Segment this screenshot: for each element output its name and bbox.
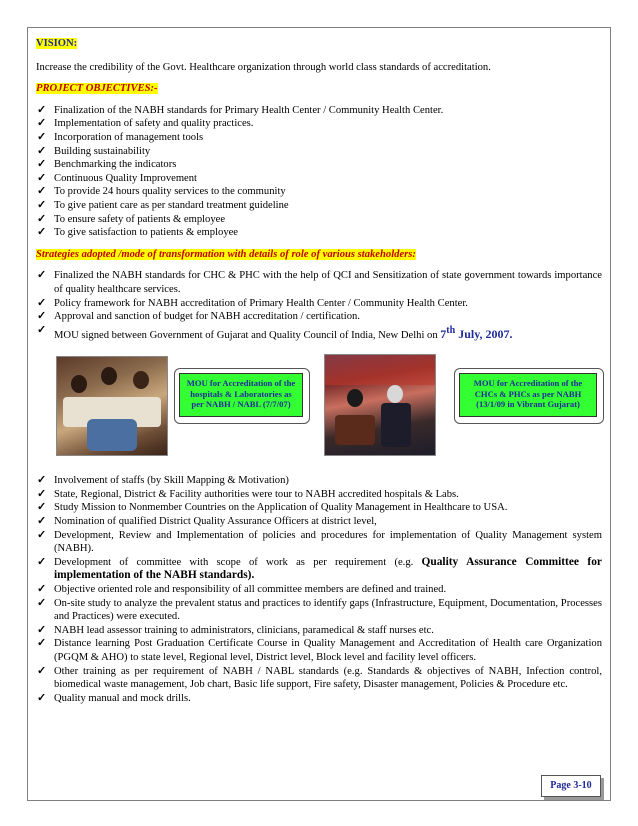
list-item-text: Study Mission to Nonmember Countries on the Application of Quality Management in Healthcare to USA. xyxy=(54,502,508,514)
mou-callout-2 xyxy=(454,368,604,424)
list-item-text: Benchmarking the indicators xyxy=(54,159,177,171)
list-item xyxy=(36,665,602,692)
list-item-text: Quality manual and mock drills. xyxy=(54,692,191,704)
list-item-text: Building sustainability xyxy=(54,145,151,157)
list-item-text: Approval and sanction of budget for NABH accreditation / certification. xyxy=(54,311,360,323)
checkmark-icon: ✓ xyxy=(37,623,47,636)
list-item-text: To provide 24 hours quality services to the community xyxy=(54,186,286,198)
list-item xyxy=(36,185,602,199)
checkmark-icon: ✓ xyxy=(37,583,47,596)
checkmark-icon: ✓ xyxy=(37,171,47,184)
photo-strip xyxy=(36,354,602,464)
list-item xyxy=(36,501,602,515)
mou-callout-1 xyxy=(174,368,310,424)
checkmark-icon: ✓ xyxy=(37,158,47,171)
list-item xyxy=(36,583,602,597)
list-item xyxy=(36,158,602,172)
list-item xyxy=(36,104,602,118)
checkmark-icon: ✓ xyxy=(37,198,47,211)
list-item xyxy=(36,131,602,145)
list-item-text: Finalized the NABH standards for CHC & PHC with the help of QCI and Sensitization of state government towards importance of quality healthcare services. xyxy=(54,270,602,295)
checkmark-icon: ✓ xyxy=(37,691,47,704)
list-item xyxy=(36,488,602,502)
list-item-text: To give satisfaction to patients & employee xyxy=(54,227,239,239)
list-item xyxy=(36,213,602,227)
list-item-text: Distance learning Post Graduation Certificate Course in Quality Management and Accreditation of Health care Organization (PGQM & AHO) to state level, Regional level, District level, Block level and facility level officers. xyxy=(54,638,602,663)
mou-signing-photo xyxy=(56,356,168,456)
activities-list-b xyxy=(36,583,602,705)
checkmark-icon: ✓ xyxy=(37,296,47,309)
vibrant-gujarat-photo xyxy=(324,354,436,456)
list-item xyxy=(36,297,602,311)
list-item xyxy=(36,597,602,624)
list-item-text: To give patient care as per standard treatment guideline xyxy=(54,199,289,211)
checkmark-icon: ✓ xyxy=(37,501,47,514)
list-item xyxy=(36,145,602,159)
list-item: ✓ Development of committee with scope of work as per requirement (e.g. Quality Assurance Committee for implementation of the NABH standards). xyxy=(37,555,602,582)
checkmark-icon: ✓ xyxy=(37,555,47,568)
list-item-text: Finalization of the NABH standards for Primary Health Center / Community Health Center. xyxy=(54,104,444,116)
mou-list xyxy=(36,324,602,343)
list-item-text: State, Regional, District & Facility authorities were tour to NABH accredited hospitals & Labs. xyxy=(54,488,459,500)
page-number: Page 3-10 xyxy=(541,775,601,797)
checkmark-icon: ✓ xyxy=(37,664,47,677)
list-item-text: Nomination of qualified District Quality Assurance Officers at district level, xyxy=(54,516,377,528)
list-item xyxy=(36,199,602,213)
checkmark-icon: ✓ xyxy=(37,528,47,541)
checkmark-icon: ✓ xyxy=(37,596,47,609)
list-item-text: Involvement of staffs (by Skill Mapping & Motivation) xyxy=(54,475,289,487)
list-item-text: Development, Review and Implementation of policies and procedures for implementation of Quality Management system (NABH). xyxy=(54,529,602,555)
checkmark-icon: ✓ xyxy=(37,310,47,323)
objectives-heading: PROJECT OBJECTIVES:- xyxy=(36,83,158,95)
checkmark-icon: ✓ xyxy=(37,515,47,528)
list-item xyxy=(36,117,602,131)
list-item-text: Objective oriented role and responsibility of all committee members are defined and trained. xyxy=(54,584,447,596)
list-item xyxy=(36,226,602,240)
checkmark-icon: ✓ xyxy=(37,117,47,130)
list-item xyxy=(36,474,602,488)
vision-text: Increase the credibility of the Govt. Healthcare organization through world class standards of accreditation. xyxy=(36,61,491,73)
checkmark-icon: ✓ xyxy=(37,269,47,282)
list-item-text: To ensure safety of patients & employee xyxy=(54,213,226,225)
list-item xyxy=(36,515,602,529)
checkmark-icon: ✓ xyxy=(37,474,47,487)
list-item-text: Implementation of safety and quality practices. xyxy=(54,118,254,130)
objectives-list xyxy=(36,104,602,240)
checkmark-icon: ✓ xyxy=(37,185,47,198)
list-item-text: Incorporation of management tools xyxy=(54,131,204,143)
list-item-text: Other training as per requirement of NABH / NABL standards (e.g. Standards & objectives of NABH, Infection control, biomedical waste management, Job chart, Basic life support, Fire safety, Disaster management, Policies & Procedure etc. xyxy=(54,665,602,691)
mou-box-hospitals: MOU for Accreditation of the hospitals & Laboratories as per NABH / NABL (7/7/07) xyxy=(179,373,303,417)
checkmark-icon: ✓ xyxy=(37,637,47,650)
committee-list xyxy=(36,556,602,583)
list-item xyxy=(36,172,602,186)
document-body xyxy=(36,37,602,705)
checkmark-icon: ✓ xyxy=(37,212,47,225)
strategies-list xyxy=(36,269,602,323)
list-item xyxy=(36,269,602,296)
list-item xyxy=(36,637,602,664)
strategies-heading: Strategies adopted /mode of transformation with details of role of various stakeholders: xyxy=(36,248,416,260)
checkmark-icon: ✓ xyxy=(37,487,47,500)
list-item-text: NABH lead assessor training to administrators, clinicians, paramedical & staff nurses etc. xyxy=(54,624,434,636)
checkmark-icon: ✓ xyxy=(37,144,47,157)
list-item xyxy=(36,624,602,638)
checkmark-icon: ✓ xyxy=(37,103,47,116)
checkmark-icon: ✓ xyxy=(37,130,47,143)
list-item-text: Continuous Quality Improvement xyxy=(54,172,198,184)
checkmark-icon: ✓ xyxy=(37,323,47,336)
list-item xyxy=(36,529,602,556)
mou-box-chcs: MOU for Accreditation of the CHCs & PHCs as per NABH (13/1/09 in Vibrant Gujarat) xyxy=(459,373,597,417)
checkmark-icon: ✓ xyxy=(37,226,47,239)
list-item-text: Policy framework for NABH accreditation of Primary Health Center / Community Health Center. xyxy=(54,297,468,309)
vision-heading: VISION: xyxy=(36,38,78,49)
list-item: ✓ MOU signed between Government of Gujarat and Quality Council of India, New Delhi on 7th July, 2007. xyxy=(37,323,513,341)
list-item xyxy=(36,310,602,324)
activities-list-a xyxy=(36,474,602,556)
list-item xyxy=(36,692,602,706)
list-item-text: On-site study to analyze the prevalent status and practices to identify gaps (Infrastructure, Equipment, Documentation, Processes and Practices) were executed. xyxy=(54,597,602,623)
mou-date: 7th July, 2007. xyxy=(440,324,513,341)
